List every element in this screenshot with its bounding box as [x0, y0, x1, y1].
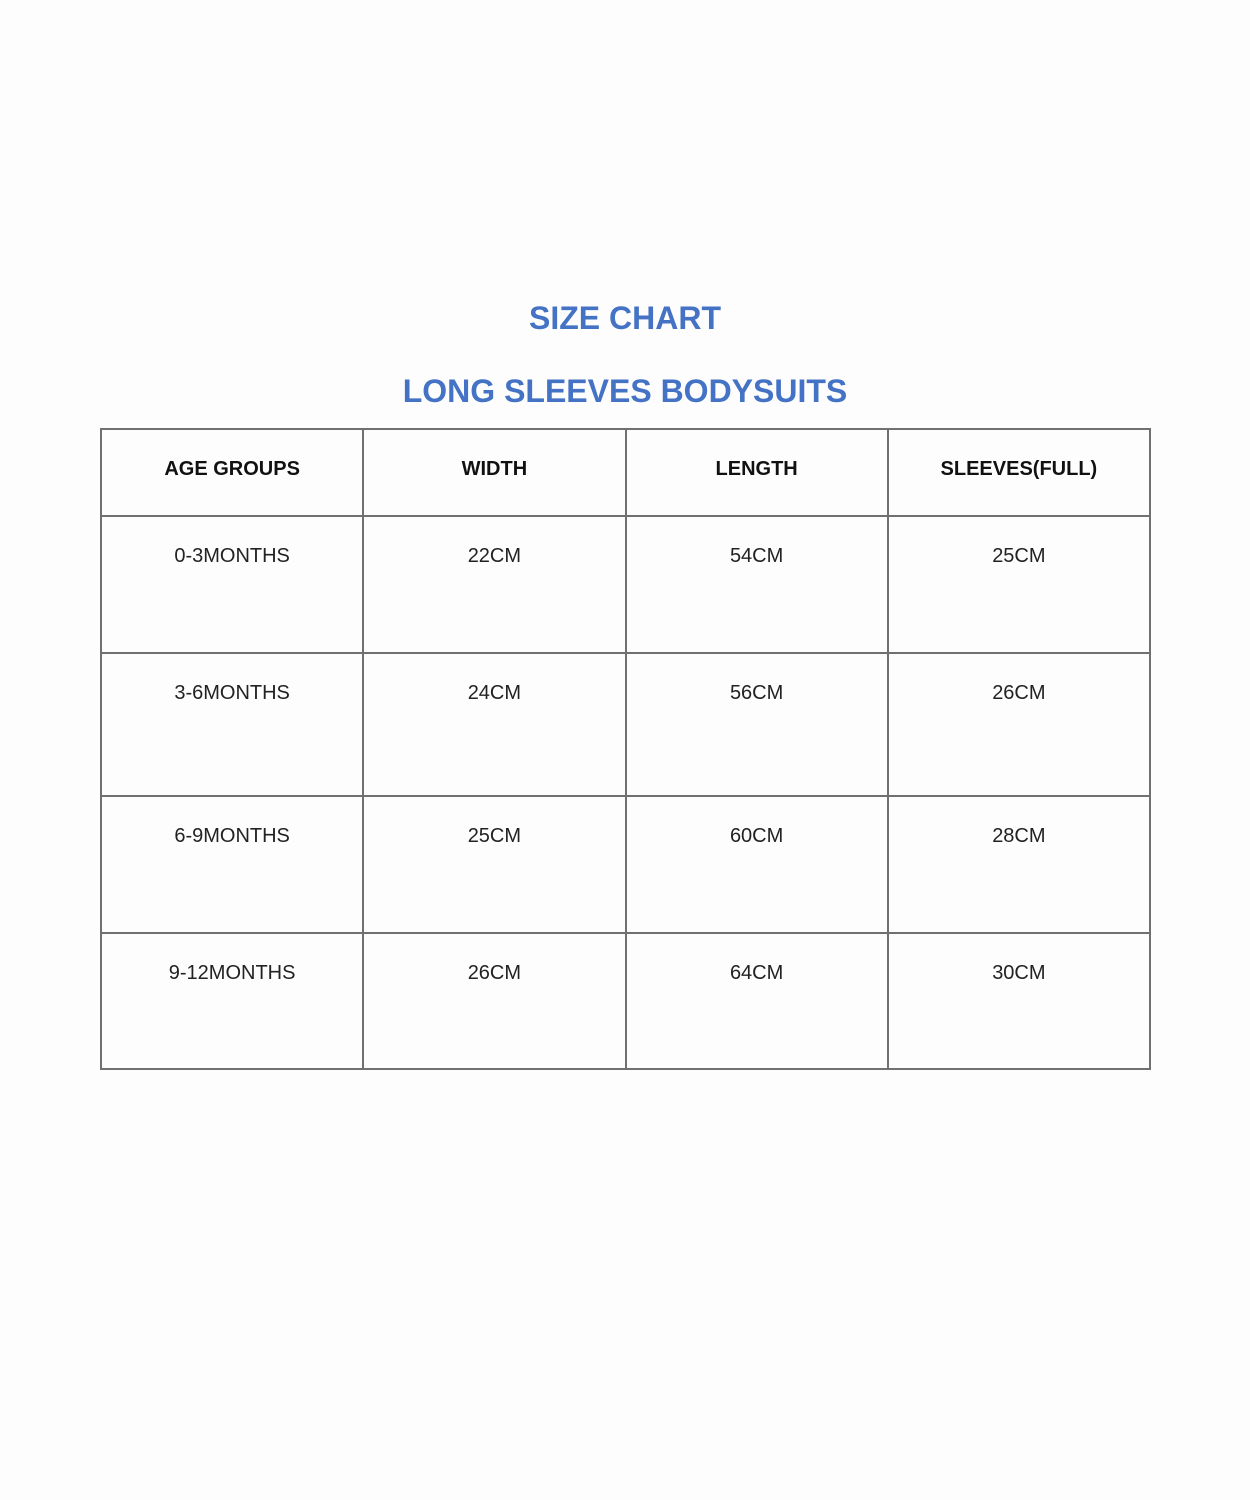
cell-text: 64CM	[729, 962, 784, 984]
header-cell	[363, 429, 625, 516]
cell-text: 22CM	[467, 545, 522, 567]
cell-text: 0-3MONTHS	[174, 545, 290, 567]
table-header-row	[101, 429, 1150, 516]
table-row	[101, 653, 1150, 796]
table-cell	[888, 653, 1150, 796]
table-cell	[626, 796, 888, 933]
cell-text: 26CM	[467, 962, 522, 984]
table-row	[101, 516, 1150, 653]
cell-text: 28CM	[992, 825, 1046, 847]
table-cell	[101, 653, 363, 796]
header-cell	[888, 429, 1150, 516]
table-cell	[101, 933, 363, 1069]
page-title: SIZE CHART	[529, 300, 721, 336]
table-row	[101, 796, 1150, 933]
cell-text: 25CM	[992, 545, 1046, 567]
cell-text: 3-6MONTHS	[174, 682, 290, 704]
cell-text: 9-12MONTHS	[168, 962, 296, 984]
cell-text: 60CM	[729, 825, 784, 847]
cell-text: 26CM	[992, 682, 1046, 704]
header-cell	[101, 429, 363, 516]
table-cell	[101, 796, 363, 933]
header-label: AGE GROUPS	[164, 458, 300, 480]
table-cell	[626, 653, 888, 796]
table-cell	[888, 933, 1150, 1069]
header-label: WIDTH	[461, 458, 528, 480]
header-cell	[626, 429, 888, 516]
table-cell	[101, 516, 363, 653]
cell-text: 6-9MONTHS	[174, 825, 290, 847]
page-subtitle: LONG SLEEVES BODYSUITS	[402, 373, 848, 409]
table-row	[101, 933, 1150, 1069]
table-cell	[888, 516, 1150, 653]
header-label: SLEEVES(FULL)	[940, 458, 1098, 480]
header-label: LENGTH	[715, 458, 798, 480]
table-cell	[888, 796, 1150, 933]
cell-text: 56CM	[729, 682, 784, 704]
table-cell	[363, 796, 625, 933]
table-cell	[363, 933, 625, 1069]
table-cell	[626, 516, 888, 653]
table-cell	[626, 933, 888, 1069]
cell-text: 30CM	[992, 962, 1046, 984]
size-chart-table	[100, 428, 1151, 1070]
cell-text: 24CM	[467, 682, 522, 704]
cell-text: 25CM	[467, 825, 522, 847]
cell-text: 54CM	[729, 545, 784, 567]
table-cell	[363, 653, 625, 796]
table-cell	[363, 516, 625, 653]
